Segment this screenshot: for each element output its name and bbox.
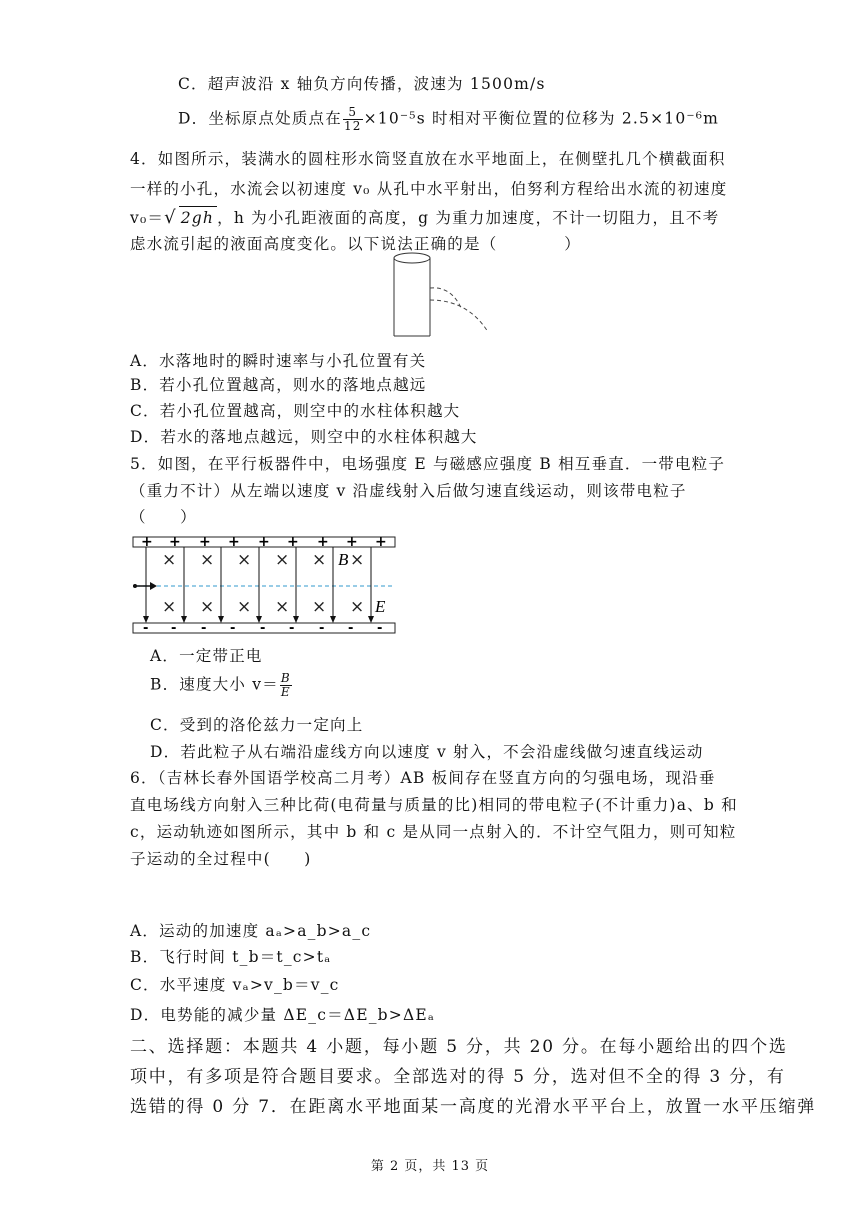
magnetic-field-cross: × [237, 597, 252, 617]
minus-sign: - [377, 621, 383, 636]
magnetic-field-cross: × [312, 597, 327, 617]
q6-option-a: A．运动的加速度 aₐ>a_b>a_c [130, 922, 372, 940]
section2-line2: 项中，有多项是符合题目要求。全部选对的得 5 分，选对但不全的得 3 分，有 [130, 1067, 786, 1087]
minus-sign: - [260, 621, 266, 636]
q4-option-c: C．若小孔位置越高，则空中的水柱体积越大 [130, 402, 461, 420]
q5-stem-line2: （重力不计）从左端以速度 v 沿虚线射入后做匀速直线运动，则该带电粒子 [130, 482, 687, 500]
magnetic-field-cross: × [350, 550, 365, 570]
label-E: E [375, 597, 386, 616]
fraction: $\frac{5}{12}$ [343, 105, 362, 133]
particle-dot [133, 584, 137, 588]
plus-sign: + [375, 534, 387, 550]
minus-sign: - [143, 621, 149, 636]
field-arrowhead [181, 616, 187, 623]
q4-stem-line1: 4．如图所示，装满水的圆柱形水筒竖直放在水平地面上，在侧壁扎几个横截面积 [130, 150, 726, 168]
plus-sign: + [346, 534, 358, 550]
q5-option-d: D．若此粒子从右端沿虚线方向以速度 v 射入，不会沿虚线做匀速直线运动 [150, 743, 704, 761]
q5-stem-line1: 5．如图，在平行板器件中，电场强度 E 与磁感应强度 B 相互垂直．一带电粒子 [130, 455, 726, 473]
magnetic-field-cross: × [162, 550, 177, 570]
q6-option-c: C．水平速度 vₐ>v_b＝v_c [130, 976, 340, 994]
magnetic-field-cross: × [162, 597, 177, 617]
plus-sign: + [199, 534, 211, 550]
magnetic-field-cross: × [312, 550, 327, 570]
section2-line3: 选错的得 0 分 7．在距离水平地面某一高度的光滑水平平台上，放置一水平压缩弹 [130, 1097, 817, 1117]
plus-sign: + [169, 534, 181, 550]
q5-stem-line3: （ ） [130, 508, 197, 526]
q3-option-c: C．超声波沿 x 轴负方向传播，波速为 1500m/s [178, 75, 546, 93]
q4-stem-line2: 一样的小孔，水流会以初速度 v₀ 从孔中水平射出，伯努利方程给出水流的初速度 [130, 180, 728, 198]
magnetic-field-cross: × [350, 597, 365, 617]
q4-stem-line4: 虑水流引起的液面高度变化。以下说法正确的是（ ） [130, 235, 581, 253]
page-footer: 第 2 页，共 13 页 [370, 1159, 490, 1174]
q5-option-a: A．一定带正电 [150, 647, 263, 665]
parallel-plate-figure [128, 532, 400, 636]
field-arrowhead [368, 616, 374, 623]
magnetic-field-cross: × [275, 550, 290, 570]
water-stream-upper [430, 288, 462, 310]
q5-option-b: B．速度大小 v＝ $\frac{B}{E}$ [150, 671, 291, 699]
plus-sign: + [317, 534, 329, 550]
water-cylinder-figure [390, 250, 500, 342]
q4-option-b: B．若小孔位置越高，则水的落地点越远 [130, 376, 427, 394]
field-arrowhead [330, 616, 336, 623]
minus-sign: - [201, 621, 207, 636]
field-arrowhead [218, 616, 224, 623]
magnetic-field-cross: × [200, 597, 215, 617]
minus-sign: - [348, 621, 354, 636]
minus-sign: - [319, 621, 325, 636]
q6-option-b: B．飞行时间 t_b＝t_c>tₐ [130, 948, 332, 966]
q6-option-d: D．电势能的减少量 ΔE_c＝ΔE_b>ΔEₐ [130, 1006, 436, 1024]
plus-sign: + [258, 534, 270, 550]
incident-arrowhead [150, 582, 157, 590]
plus-sign: + [228, 534, 240, 550]
q3-option-d: D．坐标原点处质点在 $\frac{5}{12}$ ×10⁻⁵s 时相对平衡位置的位移为 2.5×10⁻⁶m [178, 105, 720, 133]
cylinder-top [394, 253, 430, 263]
q5-option-c: C．受到的洛伦兹力一定向上 [150, 716, 364, 734]
plus-sign: + [287, 534, 299, 550]
section2-line1: 二、选择题：本题共 4 小题，每小题 5 分，共 20 分。在每小题给出的四个选 [130, 1037, 788, 1057]
q6-stem-line2: 直电场线方向射入三种比荷(电荷量与质量的比)相同的带电粒子(不计重力)a、b 和 [130, 796, 738, 814]
magnetic-field-cross: × [275, 597, 290, 617]
q6-stem-line1: 6．（吉林长春外国语学校高二月考）AB 板间存在竖直方向的匀强电场，现沿垂 [130, 769, 716, 787]
magnetic-field-cross: × [237, 550, 252, 570]
q4-stem-line3: v₀＝√ 2gh ，h 为小孔距液面的高度，g 为重力加速度，不计一切阻力，且不考 [130, 207, 720, 228]
minus-sign: - [171, 621, 177, 636]
q4-option-a: A．水落地时的瞬时速率与小孔位置有关 [130, 352, 427, 370]
q6-stem-line4: 子运动的全过程中( ) [130, 850, 312, 868]
minus-sign: - [289, 621, 295, 636]
minus-sign: - [230, 621, 236, 636]
q4-option-d: D．若水的落地点越远，则空中的水柱体积越大 [130, 428, 478, 446]
plus-sign: + [141, 534, 153, 550]
magnetic-field-cross: × [200, 550, 215, 570]
q6-stem-line3: c，运动轨迹如图所示，其中 b 和 c 是从同一点射入的．不计空气阻力，则可知粒 [130, 823, 737, 841]
label-B: B [338, 550, 349, 569]
